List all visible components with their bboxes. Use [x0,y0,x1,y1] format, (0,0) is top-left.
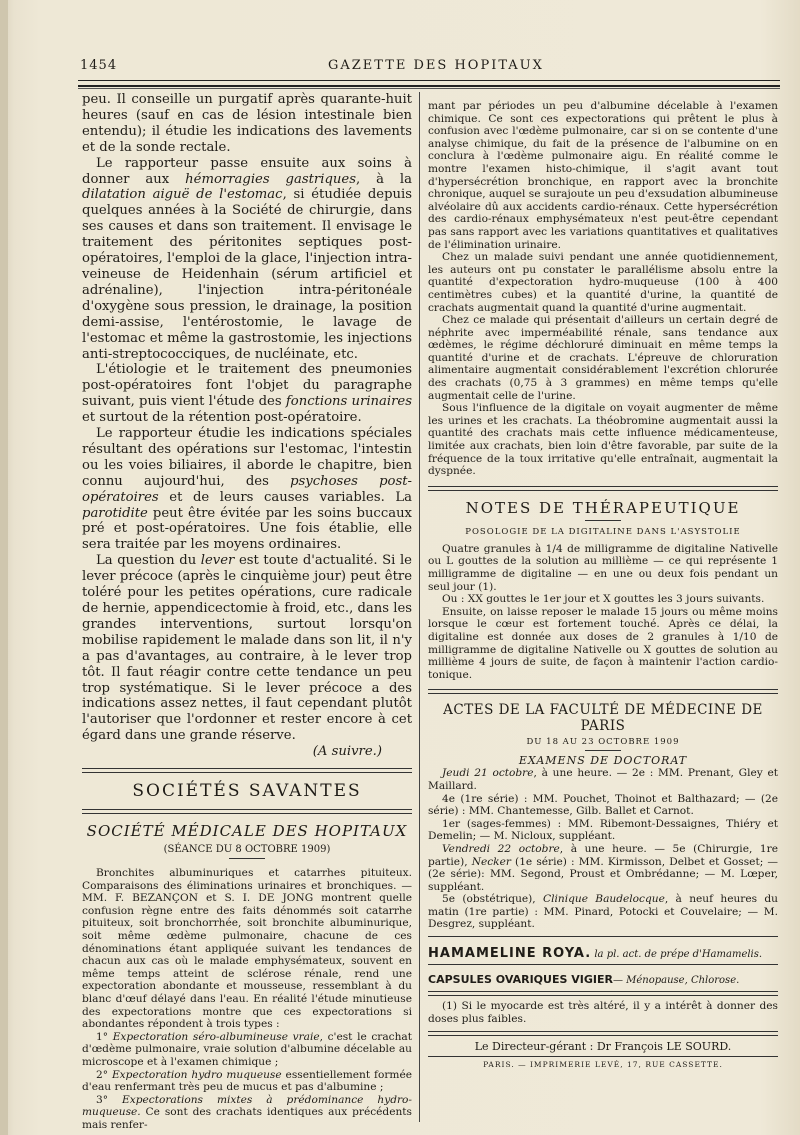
society-report-continued [428,100,778,478]
to-be-continued: (A suivre.) [312,744,382,760]
page-header [80,58,780,78]
subsection-title: SOCIÉTÉ MÉDICALE DES HOPITAUX [86,822,408,841]
section-rule [82,809,412,814]
footnote: (1) Si le myocarde est très altéré, il y a intérêt à donner des doses plus faibles. [428,1000,778,1025]
paragraph: Jeudi 21 octobre, à une heure. — 2e : MM. Prenant, Gley et Maillard. [428,767,778,792]
paragraph: mant par périodes un peu d'albumine décelable à l'examen chimique. Ce sont ces expectorations qui prêtent le plus à confusion avec l'œdème pulmonaire, car si on se contente d'une analyse chimique, du fait de la présence de l'albumine on en conclura à l'œdème pulmonaire aigu. En réalité comme le montre l'examen histo-chimique, il s'agit avant tout d'hypersécrétion bronchique, en rapport avec la bronchite chronique, auquel se surajoute un peu d'exsudation albumineuse alvéolaire dû aux accidents cardio-rénaux. Cette hypersécrétion des cardio-rénaux emphysémateux n'est peut-être cependant pas sans rapport avec les variations quantitatives et qualitatives de l'élimination urinaire. [428,100,779,251]
short-rule [585,520,621,521]
article-title: POSOLOGIE DE LA DIGITALINE DANS L'ASYSTOLIE [465,526,741,537]
section-title: SOCIÉTÉS SAVANTES [132,781,362,802]
paragraph: Quatre granules à 1/4 de milligramme de digitaline Nativelle ou L gouttes de la solution au millième — ce qui représente 1 milligramme de digitaline — en une ou deux fois pendant un seul jour (1). [428,542,778,593]
paragraph: Vendredi 22 octobre, à une heure. — 5e (Chirurgie, 1re partie), Necker (1e série) : MM. Kirmisson, Delbet et Gosset; — (2e série): MM. Segond, Proust et Ombrédanne; — M. Lœper, suppléant. [428,842,778,893]
section-rule [428,1031,778,1036]
paragraph: peu. Il conseille un purgatif après quarante-huit heures (sauf en cas de lésion intestinale bien entendu); il étudie les indications des lavements et de la sonde rectale. [82,92,412,155]
binding-edge [0,0,8,1135]
advertisement-hamameline: HAMAMELINE ROYA. la pl. act. de prépe d'Hamamelis. [428,946,763,962]
society-report [82,867,412,1131]
header-rule [78,80,780,87]
page-number: 1454 [80,58,118,73]
printer-imprint: PARIS. — IMPRIMERIE LEVÉ, 17, RUE CASSETTE. [483,1060,723,1070]
paragraph: Ou : XX gouttes le 1er jour et X gouttes les 3 jours suivants. [442,593,765,606]
rule [428,936,778,937]
section-rule [428,991,778,996]
paragraph: Chez ce malade qui présentait d'ailleurs un certain degré de néphrite avec imperméabilité rénale, sans tendance aux œdèmes, le régime déchloruré diminuait en même temps la quantité d'urine et de crachats. L'épreuve de chloruration alimentaire augmentait considérablement l'excrétion chlorurée des crachats (0,75 à 3 grammes) en même temps qu'elle augmentait celle de l'urine. [428,314,778,402]
rule [428,964,778,965]
exam-schedule [428,767,778,931]
paragraph: 4e (1re série) : MM. Pouchet, Thoinot et Balthazard; — (2e série) : MM. Chantemesse, Gilb. Ballet et Carnot. [428,792,778,818]
paragraph: 3° Expectorations mixtes à prédominance hydro-muqueuse. Ce sont des crachats identiques aux précédents mais renfer- [82,1093,412,1131]
section-rule [428,689,778,694]
paragraph: 1° Expectoration séro-albumineuse vraie, c'est le crachat d'œdème pulmonaire, vraie solution d'albumine décelable au microscope et à l'examen chimique ; [82,1030,413,1068]
paragraph: Ensuite, on laisse reposer le malade 15 jours ou même moins lorsque le cœur est fortement touché. Après ce délai, la digitaline est donnée aux doses de 2 granules à 1/10 de milligramme de digitaline Nativelle ou X gouttes de solution au millième 4 jours de suite, de façon à maintenir l'action cardio-tonique. [428,605,778,681]
paragraph: Le rapporteur étudie les indications spéciales résultant des opérations sur l'estomac, l'intestin ou les voies biliaires, il aborde le chapitre, bien connu aujourd'hui, des psychoses post-opératoires et de leurs causes variables. La parotidite peut être évitée par les soins buccaux pré et post-opératoires. Une fois établie, elle sera traitée par les moyens ordinaires. [82,426,412,553]
therapeutics-note [428,543,778,682]
header-rule-thin [78,88,780,89]
left-column [82,92,412,1132]
seance-date: (SÉANCE DU 8 OCTOBRE 1909) [163,844,331,856]
right-column [428,100,778,1069]
paragraph: Le rapporteur passe ensuite aux soins à donner aux hémorragies gastriques, à la dilatation aiguë de l'estomac, si étudiée depuis quelques années à la Société de chirurgie, dans ses causes et dans son traitement. Il envisage le traitement des péritonites septiques post-opératoires, l'emploi de la glace, l'injection intra-veineuse de Heidenhain (sérum artificiel et adrénaline), l'injection intra-péritonéale d'oxygène sous pression, le drainage, la position demi-assise, l'entérostomie, le lavage de l'estomac et même la gastrostomie, les injections anti-streptococciques, de nucléinate, etc. [82,155,412,362]
exams-heading: EXAMENS DE DOCTORAT [518,754,688,768]
paragraph: Chez un malade suivi pendant une année quotidiennement, les auteurs ont pu constater le parallélisme absolu entre la quantité d'expectoration hydro-muqueuse (100 à 400 centimètres cubes) et la quantité d'urine, la quantité de crachats augmentait quand la quantité d'urine augmentait. [428,251,778,314]
short-rule [229,858,265,859]
paragraph: Bronchites albuminuriques et catarrhes pituiteux. Comparaisons des éliminations urinaires et bronchiques. — MM. F. BEZANÇON et S. I. DE JONG montrent quelle confusion règne entre des faits dénommés soit catarrhe pituiteux, soit bronchorrhée, soit bronchite albuminurique, soit même œdème pulmonaire, chacune de ces dénominations étant appliquée suivant les tendances de chacun aux cas où le malade emphysémateux, souvent en même temps atteint de sclérose rénale, rend une expectoration abondante et mousseuse, ressemblant à du blanc d'œuf délayé dans l'eau. En réalité l'étude minutieuse des expectorations montre que ces expectorations si abondantes répondent à trois types : [82,867,412,1031]
publisher-line: Le Directeur-gérant : Dr François LE SOURD. [474,1040,732,1054]
rule [428,1056,778,1057]
article-continuation [82,92,412,760]
paragraph: L'étiologie et le traitement des pneumonies post-opératoires font l'objet du paragraphe suivant, puis vient l'étude des fonctions urinaires et surtout de la rétention post-opératoire. [82,362,412,426]
short-rule [585,750,621,751]
paragraph: Sous l'influence de la digitale on voyait augmenter de même les urines et les crachats. La théobromine augmentait aussi la quantité des crachats mais cette influence médicamenteuse, limitée aux crachats, bien loin d'être favorable, par suite de la fréquence de la toux irritative qu'elle entraînait, augmentait la dyspnée. [428,402,778,478]
paragraph: 5e (obstétrique), Clinique Baudelocque, à neuf heures du matin (1re partie) : MM. Pinard, Potocki et Couvelaire; — M. Desgrez, suppléant. [428,893,778,931]
section-rule [82,768,412,773]
column-divider [419,92,420,1122]
actes-dates: DU 18 AU 23 OCTOBRE 1909 [526,737,680,748]
section-title: ACTES DE LA FACULTÉ DE MÉDECINE DE PARIS [443,702,763,735]
paragraph: La question du lever est toute d'actualité. Si le lever précoce (après le cinquième jour) peut être toléré pour les petites opérations, cure radicale de hernie, appendicectomie à froid, etc., dans les grandes interventions, surtout lorsqu'on mobilise rapidement le malade dans son lit, il n'y a pas d'avantages, au contraire, à le lever trop tôt. Il faut réagir contre cette tendance un peu trop systématique. Si le lever précoce a des indications assez nettes, il faut cependant plutôt l'autoriser que l'ordonner et rester encore à cet égard dans une grande réserve. [82,553,413,744]
journal-title: GAZETTE DES HOPITAUX [328,58,544,73]
section-title: NOTES DE THÉRAPEUTIQUE [465,498,741,517]
advertisement-capsules: CAPSULES OVARIQUES VIGIER— Ménopause, Chlorose. [428,973,740,987]
section-rule [428,486,778,491]
paragraph: 1er (sages-femmes) : MM. Ribemont-Dessaignes, Thiéry et Demelin; — M. Nicloux, suppléant. [428,817,778,843]
paragraph: 2° Expectoration hydro muqueuse essentiellement formée d'eau renfermant très peu de mucus et pas d'albumine ; [82,1068,412,1094]
